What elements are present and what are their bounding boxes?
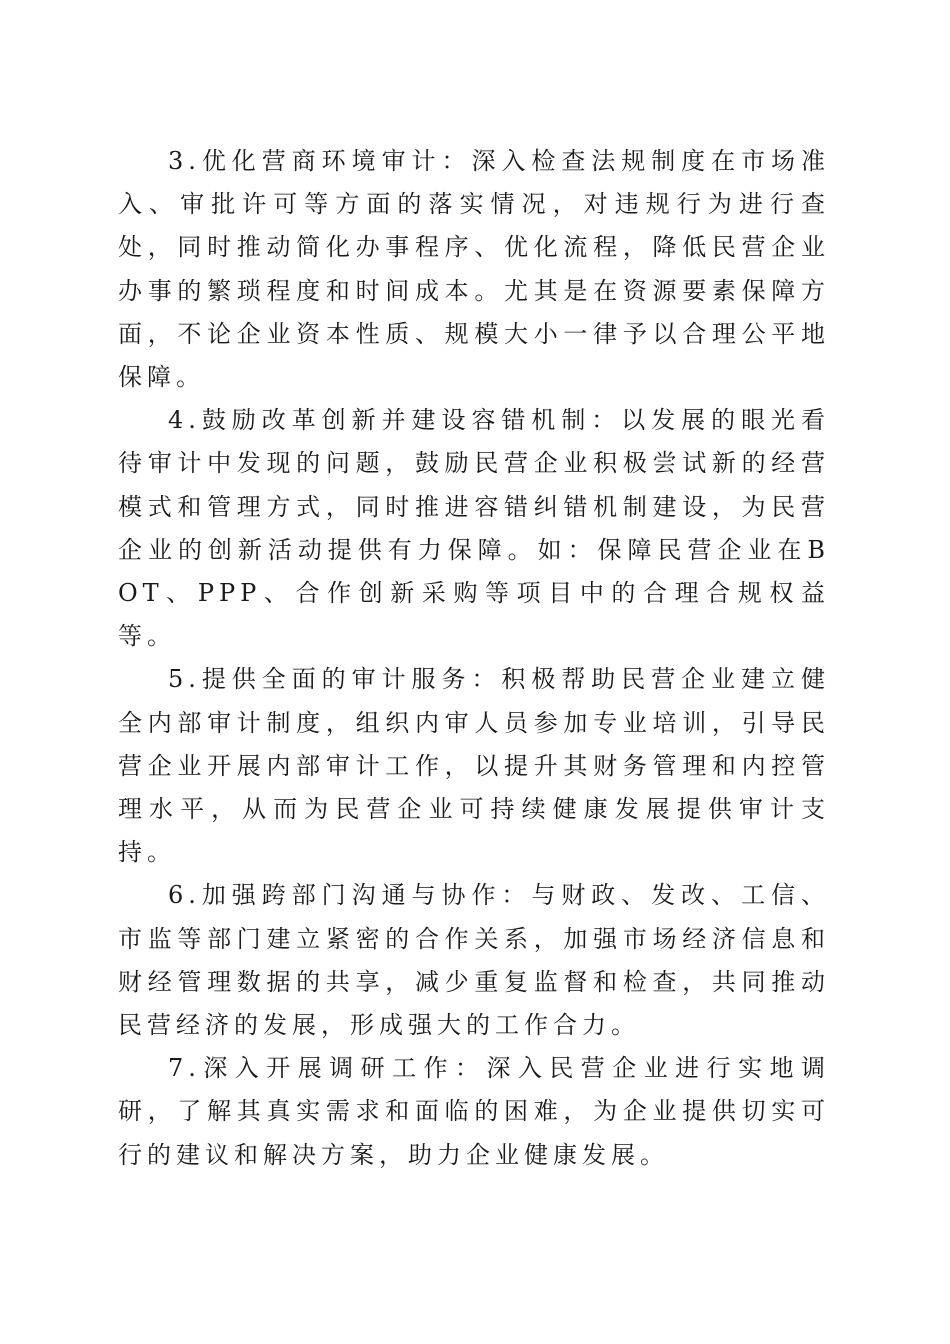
paragraph-encourage-reform-innovation: 4.鼓励改革创新并建设容错机制：以发展的眼光看待审计中发现的问题，鼓励民营企业积极尝试新的经营模式和管理方式，同时推进容错纠错机制建设，为民营企业的创新活动提供有力保障。如：保障民营企业在BOT、PPP、合作创新采购等项目中的合理合规权益等。 (118, 406, 830, 651)
document-body (118, 140, 830, 1177)
paragraph-comprehensive-audit-services: 5.提供全面的审计服务：积极帮助民营企业建立健全内部审计制度，组织内审人员参加专业培训，引导民营企业开展内部审计工作，以提升其财务管理和内控管理水平，从而为民营企业可持续健康发展提供审计支持。 (118, 665, 830, 867)
paragraph-optimize-business-environment-audit: 3.优化营商环境审计：深入检查法规制度在市场准入、审批许可等方面的落实情况，对违规行为进行查处，同时推动简化办事程序、优化流程，降低民营企业办事的繁琐程度和时间成本。尤其是在资源要素保障方面，不论企业资本性质、规模大小一律予以合理公平地保障。 (118, 147, 830, 392)
paragraph-cross-department-collaboration: 6.加强跨部门沟通与协作：与财政、发改、工信、市监等部门建立紧密的合作关系，加强市场经济信息和财经管理数据的共享，减少重复监督和检查，共同推动民营经济的发展，形成强大的工作合力。 (118, 881, 830, 1040)
paragraph-in-depth-research: 7.深入开展调研工作：深入民营企业进行实地调研，了解其真实需求和面临的困难，为企业提供切实可行的建议和解决方案，助力企业健康发展。 (118, 1054, 830, 1169)
